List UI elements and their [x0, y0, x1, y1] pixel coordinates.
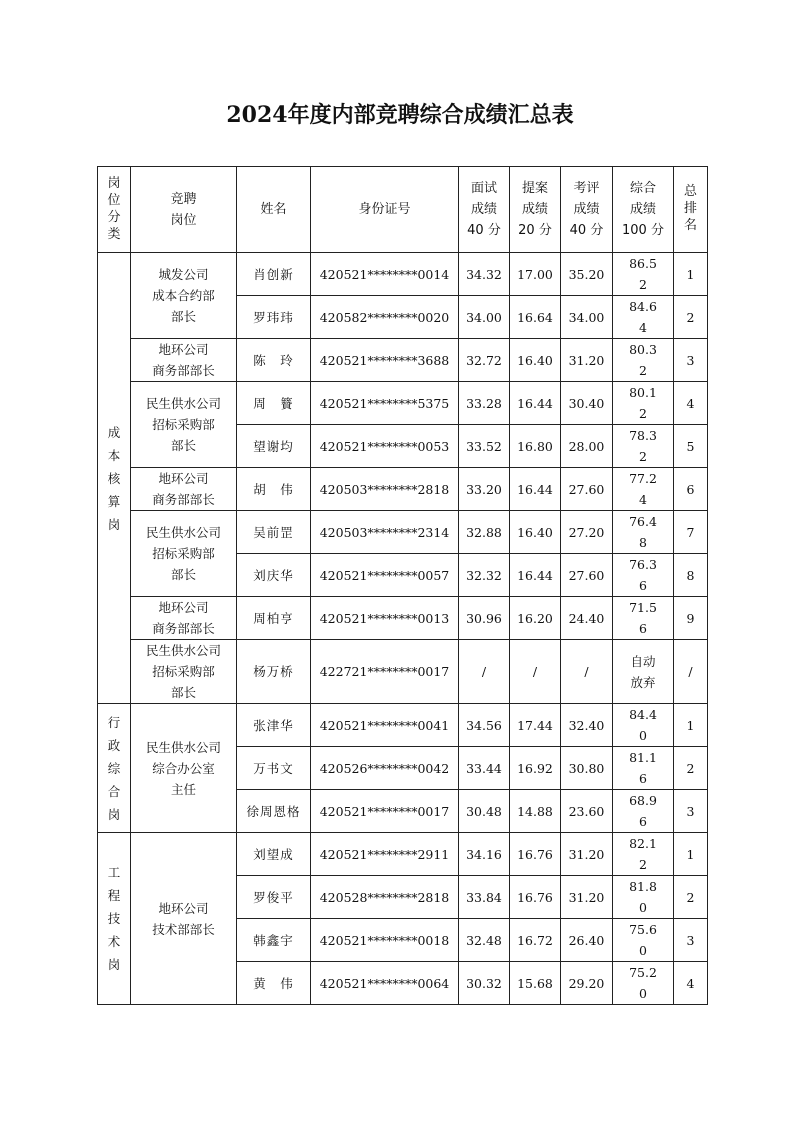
evaluation-cell: 32.40: [561, 704, 613, 747]
name-cell: 周柏亨: [237, 597, 311, 640]
name-cell: 吴前罡: [237, 511, 311, 554]
proposal-cell: 16.20: [510, 597, 561, 640]
evaluation-cell: /: [561, 640, 613, 704]
proposal-cell: 16.40: [510, 511, 561, 554]
name-cell: 刘庆华: [237, 554, 311, 597]
name-cell: 罗玮玮: [237, 296, 311, 339]
evaluation-cell: 30.80: [561, 747, 613, 790]
evaluation-cell: 31.20: [561, 339, 613, 382]
total-cell: 71.56: [613, 597, 674, 640]
evaluation-cell: 27.60: [561, 554, 613, 597]
rank-cell: 8: [674, 554, 708, 597]
proposal-cell: 16.44: [510, 382, 561, 425]
name-cell: 陈 玲: [237, 339, 311, 382]
id-cell: 420521********0018: [311, 919, 459, 962]
interview-cell: 30.48: [459, 790, 510, 833]
id-cell: 420521********5375: [311, 382, 459, 425]
interview-cell: 33.28: [459, 382, 510, 425]
table-row: [98, 468, 708, 511]
header-row: [98, 167, 708, 253]
rank-cell: 3: [674, 790, 708, 833]
proposal-cell: 14.88: [510, 790, 561, 833]
total-cell: 77.24: [613, 468, 674, 511]
name-cell: 罗俊平: [237, 876, 311, 919]
table-row: [98, 382, 708, 425]
rank-cell: 9: [674, 597, 708, 640]
evaluation-cell: 30.40: [561, 382, 613, 425]
position-cell: 地环公司 商务部部长: [131, 468, 237, 511]
proposal-cell: 16.44: [510, 468, 561, 511]
proposal-cell: 16.72: [510, 919, 561, 962]
id-cell: 420521********0014: [311, 253, 459, 296]
evaluation-cell: 23.60: [561, 790, 613, 833]
proposal-cell: 17.00: [510, 253, 561, 296]
header-category: 岗位分类: [98, 167, 131, 253]
evaluation-cell: 27.20: [561, 511, 613, 554]
table-row: [98, 511, 708, 554]
total-cell: 76.36: [613, 554, 674, 597]
position-cell: 民生供水公司 综合办公室 主任: [131, 704, 237, 833]
name-cell: 杨万桥: [237, 640, 311, 704]
rank-cell: 1: [674, 704, 708, 747]
name-cell: 刘望成: [237, 833, 311, 876]
interview-cell: 30.96: [459, 597, 510, 640]
proposal-cell: 16.92: [510, 747, 561, 790]
rank-cell: 1: [674, 253, 708, 296]
interview-cell: 32.72: [459, 339, 510, 382]
total-cell: 81.80: [613, 876, 674, 919]
total-cell: 75.20: [613, 962, 674, 1005]
rank-cell: 3: [674, 339, 708, 382]
interview-cell: 33.44: [459, 747, 510, 790]
id-cell: 420521********0053: [311, 425, 459, 468]
rank-cell: 2: [674, 296, 708, 339]
total-cell: 68.96: [613, 790, 674, 833]
position-cell: 城发公司 成本合约部 部长: [131, 253, 237, 339]
rank-cell: 7: [674, 511, 708, 554]
rank-cell: 3: [674, 919, 708, 962]
position-cell: 地环公司 商务部部长: [131, 597, 237, 640]
total-cell: 82.12: [613, 833, 674, 876]
position-cell: 地环公司 商务部部长: [131, 339, 237, 382]
header-total: 综合 成绩 100 分: [613, 167, 674, 253]
proposal-cell: 15.68: [510, 962, 561, 1005]
total-cell: 76.48: [613, 511, 674, 554]
header-rank: 总排名: [674, 167, 708, 253]
id-cell: 420521********0017: [311, 790, 459, 833]
name-cell: 黄 伟: [237, 962, 311, 1005]
table-row: [98, 704, 708, 747]
id-cell: 420521********2911: [311, 833, 459, 876]
category-cell: 工程技术岗: [98, 833, 131, 1005]
id-cell: 420521********0041: [311, 704, 459, 747]
id-cell: 422721********0017: [311, 640, 459, 704]
proposal-cell: 16.80: [510, 425, 561, 468]
name-cell: 万书文: [237, 747, 311, 790]
total-cell: 84.64: [613, 296, 674, 339]
evaluation-cell: 27.60: [561, 468, 613, 511]
total-cell: 80.32: [613, 339, 674, 382]
proposal-cell: 17.44: [510, 704, 561, 747]
total-cell: 75.60: [613, 919, 674, 962]
table-row: [98, 640, 708, 704]
interview-cell: 33.52: [459, 425, 510, 468]
total-cell: 自动放弃: [613, 640, 674, 704]
id-cell: 420528********2818: [311, 876, 459, 919]
evaluation-cell: 29.20: [561, 962, 613, 1005]
id-cell: 420503********2314: [311, 511, 459, 554]
interview-cell: 34.00: [459, 296, 510, 339]
name-cell: 张津华: [237, 704, 311, 747]
evaluation-cell: 26.40: [561, 919, 613, 962]
evaluation-cell: 24.40: [561, 597, 613, 640]
total-cell: 80.12: [613, 382, 674, 425]
position-cell: 民生供水公司 招标采购部 部长: [131, 511, 237, 597]
interview-cell: 33.20: [459, 468, 510, 511]
rank-cell: 6: [674, 468, 708, 511]
total-cell: 84.40: [613, 704, 674, 747]
evaluation-cell: 34.00: [561, 296, 613, 339]
evaluation-cell: 35.20: [561, 253, 613, 296]
interview-cell: 34.32: [459, 253, 510, 296]
proposal-cell: 16.40: [510, 339, 561, 382]
header-name: 姓名: [237, 167, 311, 253]
header-evaluation: 考评 成绩 40 分: [561, 167, 613, 253]
id-cell: 420582********0020: [311, 296, 459, 339]
interview-cell: 32.48: [459, 919, 510, 962]
table-row: [98, 833, 708, 876]
name-cell: 肖创新: [237, 253, 311, 296]
proposal-cell: 16.76: [510, 876, 561, 919]
total-cell: 81.16: [613, 747, 674, 790]
evaluation-cell: 28.00: [561, 425, 613, 468]
interview-cell: 32.32: [459, 554, 510, 597]
name-cell: 徐周恩格: [237, 790, 311, 833]
header-id: 身份证号: [311, 167, 459, 253]
table-row: [98, 339, 708, 382]
page-title: 2024年度内部竞聘综合成绩汇总表: [226, 102, 574, 128]
proposal-cell: 16.76: [510, 833, 561, 876]
header-position: 竞聘 岗位: [131, 167, 237, 253]
id-cell: 420521********0057: [311, 554, 459, 597]
category-cell: 行政综合岗: [98, 704, 131, 833]
proposal-cell: 16.64: [510, 296, 561, 339]
evaluation-cell: 31.20: [561, 876, 613, 919]
total-cell: 86.52: [613, 253, 674, 296]
name-cell: 胡 伟: [237, 468, 311, 511]
position-cell: 地环公司 技术部部长: [131, 833, 237, 1005]
evaluation-cell: 31.20: [561, 833, 613, 876]
rank-cell: 1: [674, 833, 708, 876]
id-cell: 420521********0064: [311, 962, 459, 1005]
interview-cell: 34.56: [459, 704, 510, 747]
score-table: [97, 166, 708, 1005]
rank-cell: /: [674, 640, 708, 704]
rank-cell: 2: [674, 876, 708, 919]
proposal-cell: 16.44: [510, 554, 561, 597]
interview-cell: 34.16: [459, 833, 510, 876]
interview-cell: /: [459, 640, 510, 704]
table-row: [98, 253, 708, 296]
table-row: [98, 597, 708, 640]
category-cell: 成本核算岗: [98, 253, 131, 704]
interview-cell: 32.88: [459, 511, 510, 554]
header-interview: 面试 成绩 40 分: [459, 167, 510, 253]
rank-cell: 4: [674, 382, 708, 425]
proposal-cell: /: [510, 640, 561, 704]
score-body: [98, 253, 708, 1005]
id-cell: 420503********2818: [311, 468, 459, 511]
name-cell: 望谢均: [237, 425, 311, 468]
interview-cell: 30.32: [459, 962, 510, 1005]
name-cell: 韩鑫宇: [237, 919, 311, 962]
interview-cell: 33.84: [459, 876, 510, 919]
position-cell: 民生供水公司 招标采购部 部长: [131, 382, 237, 468]
total-cell: 78.32: [613, 425, 674, 468]
rank-cell: 2: [674, 747, 708, 790]
id-cell: 420521********3688: [311, 339, 459, 382]
name-cell: 周 籫: [237, 382, 311, 425]
id-cell: 420521********0013: [311, 597, 459, 640]
rank-cell: 5: [674, 425, 708, 468]
id-cell: 420526********0042: [311, 747, 459, 790]
position-cell: 民生供水公司 招标采购部 部长: [131, 640, 237, 704]
rank-cell: 4: [674, 962, 708, 1005]
header-proposal: 提案 成绩 20 分: [510, 167, 561, 253]
